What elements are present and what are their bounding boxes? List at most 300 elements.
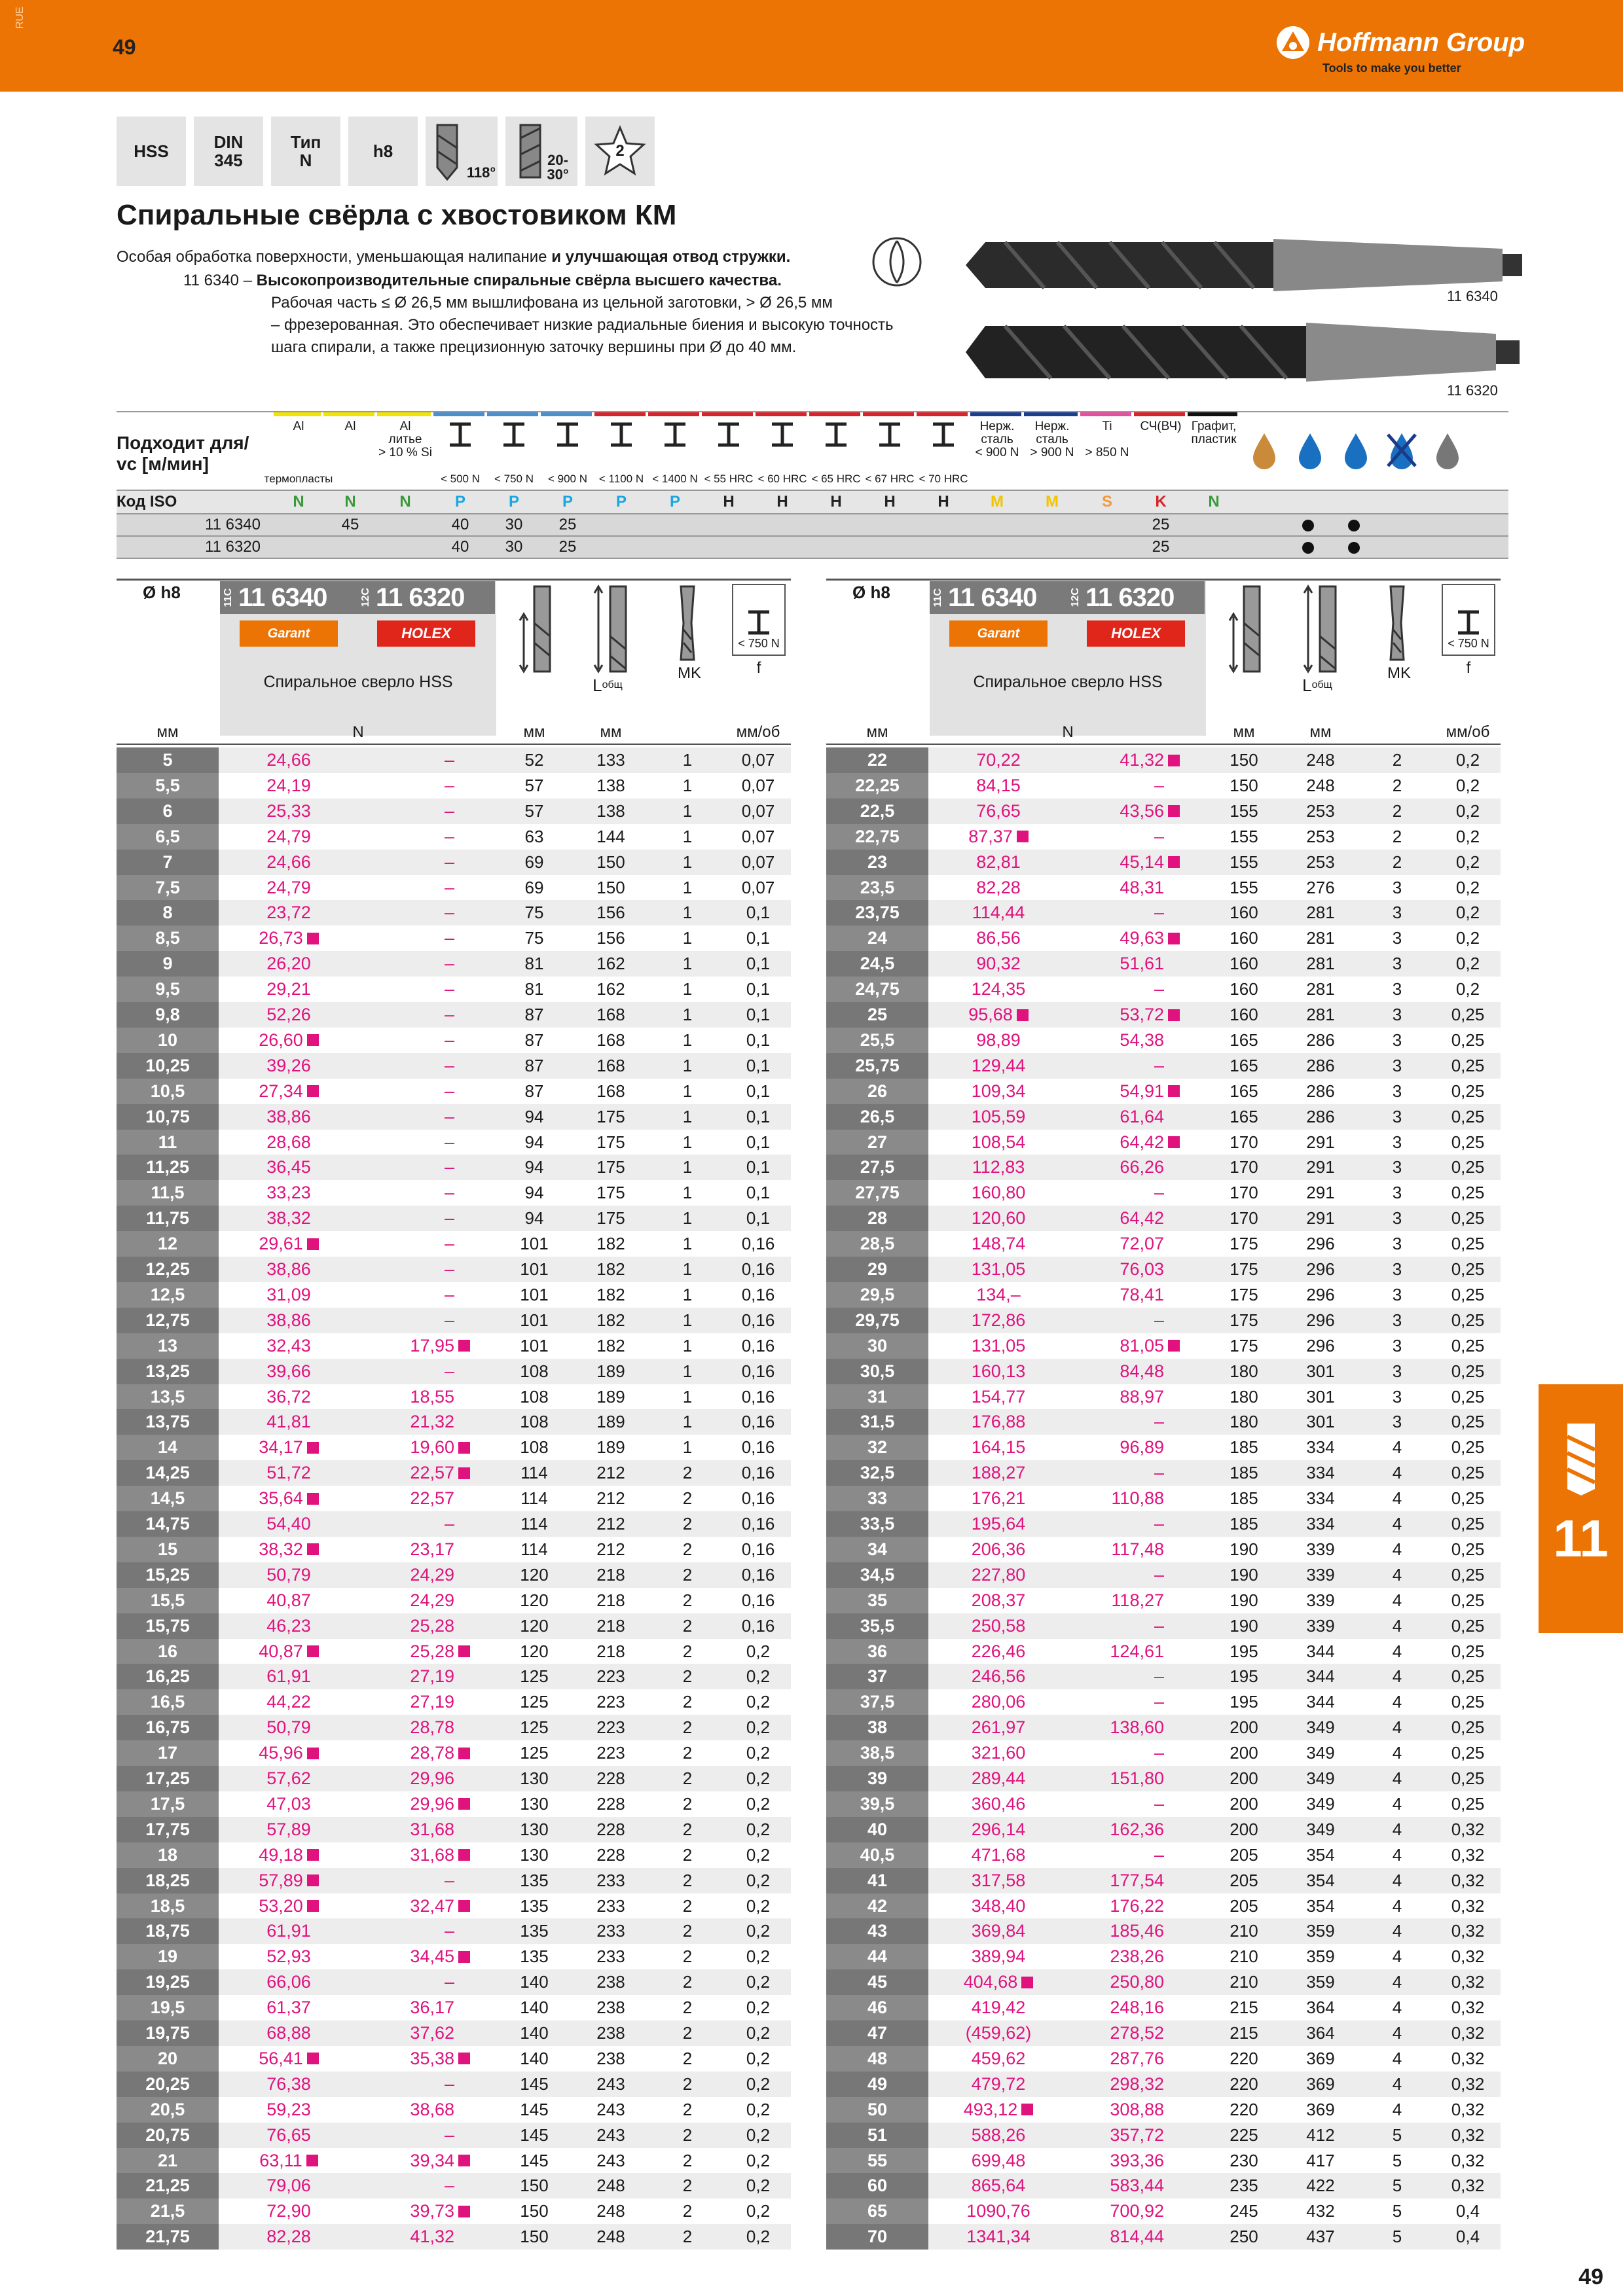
table-cell: 155 bbox=[1230, 826, 1258, 846]
table-cell: 4 bbox=[1392, 1972, 1402, 1992]
stock-marker bbox=[307, 2053, 319, 2064]
stock-marker bbox=[458, 1951, 470, 1963]
table-cell: 145 bbox=[520, 2099, 549, 2119]
table-cell: 2 bbox=[682, 2099, 693, 2119]
table-row bbox=[826, 2123, 1501, 2148]
price-value: 114,44 bbox=[972, 903, 1025, 923]
table-cell: 291 bbox=[1306, 1157, 1335, 1177]
table-cell: 281 bbox=[1306, 928, 1335, 948]
table-cell: 0,25 bbox=[1451, 1768, 1485, 1788]
cutting-speed bbox=[274, 537, 323, 558]
table-row bbox=[117, 1969, 791, 1995]
table-cell: 3 bbox=[1392, 928, 1402, 948]
table-cell: 180 bbox=[1230, 1361, 1258, 1381]
table-cell: 0,25 bbox=[1451, 1641, 1485, 1661]
table-row bbox=[826, 900, 1501, 925]
diameter-cell: 24,5 bbox=[826, 951, 928, 977]
table-cell: 175 bbox=[1230, 1259, 1258, 1279]
price-garant bbox=[930, 1995, 1067, 2020]
price-garant bbox=[220, 1562, 357, 1588]
price-holex bbox=[1068, 2148, 1206, 2174]
cutting-speed bbox=[594, 514, 648, 535]
price-value: – bbox=[1154, 1844, 1164, 1865]
price-holex bbox=[359, 900, 496, 925]
table-row bbox=[117, 875, 791, 901]
table-row bbox=[117, 1995, 791, 2020]
table-cell: 281 bbox=[1306, 903, 1335, 923]
table-cell: 291 bbox=[1306, 1183, 1335, 1203]
material-column-header bbox=[594, 420, 648, 486]
availability-dot bbox=[1348, 520, 1360, 531]
price-value: 238,26 bbox=[1110, 1946, 1164, 1967]
table-cell: 145 bbox=[520, 2150, 549, 2170]
table-row bbox=[826, 1893, 1501, 1919]
price-garant bbox=[930, 1130, 1067, 1155]
price-value: – bbox=[444, 1005, 454, 1024]
price-garant bbox=[930, 1435, 1067, 1460]
price-holex bbox=[359, 2148, 496, 2174]
material-column-header bbox=[377, 420, 433, 486]
table-row bbox=[826, 1409, 1501, 1435]
table-cell: 2 bbox=[682, 1793, 693, 1814]
table-cell: 3 bbox=[1392, 1055, 1402, 1075]
diameter-cell: 35,5 bbox=[826, 1613, 928, 1639]
table-row bbox=[117, 1842, 791, 1868]
price-value: 31,68 bbox=[410, 1819, 454, 1839]
drill-chapter-icon bbox=[1563, 1424, 1599, 1496]
price-value: – bbox=[1154, 775, 1164, 795]
table-cell: 114 bbox=[520, 1463, 548, 1483]
price-value: – bbox=[1154, 1666, 1164, 1687]
table-row bbox=[117, 1689, 791, 1715]
table-cell: 4 bbox=[1392, 1998, 1402, 2018]
table-row bbox=[826, 1689, 1501, 1715]
price-garant bbox=[220, 2097, 357, 2123]
diameter-cell: 7,5 bbox=[117, 875, 219, 901]
table-cell: 0,32 bbox=[1451, 2176, 1485, 2196]
price-garant bbox=[220, 2224, 357, 2250]
table-cell: 0,07 bbox=[741, 800, 775, 821]
table-cell: 87 bbox=[524, 1030, 544, 1050]
diameter-cell: 12 bbox=[117, 1231, 219, 1257]
price-value: 25,28 bbox=[410, 1641, 454, 1661]
table-cell: 233 bbox=[596, 1895, 625, 1916]
price-value: 61,91 bbox=[266, 1666, 311, 1687]
price-garant bbox=[220, 1791, 357, 1817]
diameter-cell: 48 bbox=[826, 2046, 928, 2072]
price-value: 46,23 bbox=[266, 1615, 311, 1636]
price-holex bbox=[1068, 773, 1206, 798]
table-cell: 4 bbox=[1392, 1819, 1402, 1839]
price-value: 23,17 bbox=[410, 1539, 454, 1559]
diameter-cell: 23 bbox=[826, 850, 928, 875]
table-cell: 0,07 bbox=[741, 852, 775, 872]
table-cell: 359 bbox=[1306, 1946, 1335, 1967]
table-cell: 114 bbox=[520, 1488, 548, 1509]
price-value: 479,72 bbox=[971, 2073, 1026, 2094]
table-row bbox=[826, 1130, 1501, 1155]
table-cell: 165 bbox=[1230, 1106, 1258, 1126]
price-holex bbox=[1068, 1766, 1206, 1791]
price-garant bbox=[220, 1995, 357, 2020]
table-cell: 220 bbox=[1230, 2048, 1258, 2068]
price-garant bbox=[930, 1257, 1067, 1282]
table-row bbox=[826, 1028, 1501, 1053]
diameter-cell: 15,25 bbox=[117, 1562, 219, 1588]
diameter-cell: 10,25 bbox=[117, 1053, 219, 1079]
price-value: – bbox=[444, 775, 454, 795]
diameter-cell: 16,75 bbox=[117, 1715, 219, 1740]
material-column-header bbox=[264, 420, 333, 486]
table-cell: 130 bbox=[520, 1768, 549, 1788]
price-value: 61,64 bbox=[1120, 1106, 1164, 1126]
price-value: 98,89 bbox=[976, 1030, 1021, 1050]
price-garant bbox=[220, 1944, 357, 1969]
diameter-cell: 29,5 bbox=[826, 1282, 928, 1308]
table-cell: 3 bbox=[1392, 1005, 1402, 1024]
diameter-cell: 22,5 bbox=[826, 798, 928, 824]
table-cell: 212 bbox=[596, 1463, 625, 1483]
price-value: 41,32 bbox=[1120, 750, 1164, 770]
table-cell: 248 bbox=[596, 2227, 625, 2247]
unit-label: мм bbox=[1309, 723, 1332, 741]
price-value: 185,46 bbox=[1110, 1921, 1164, 1941]
table-cell: 0,32 bbox=[1451, 1844, 1485, 1865]
table-cell: 210 bbox=[1230, 1972, 1258, 1992]
unit-rule bbox=[826, 744, 1501, 745]
price-value: 43,56 bbox=[1120, 800, 1164, 821]
table-cell: 0,25 bbox=[1451, 1030, 1485, 1050]
table-top-rule bbox=[826, 579, 1501, 581]
cutting-speed bbox=[917, 537, 970, 558]
table-cell: 175 bbox=[596, 1157, 625, 1177]
table-row bbox=[117, 1715, 791, 1740]
price-value: 90,32 bbox=[976, 954, 1021, 974]
table-row bbox=[826, 1435, 1501, 1460]
price-value: 226,46 bbox=[971, 1641, 1026, 1661]
price-value: 298,32 bbox=[1110, 2073, 1164, 2094]
table-cell: 218 bbox=[596, 1564, 625, 1585]
price-garant bbox=[220, 1613, 357, 1639]
table-cell: 0,25 bbox=[1451, 1208, 1485, 1229]
price-value: 26,20 bbox=[266, 954, 311, 974]
table-row bbox=[826, 1715, 1501, 1740]
table-cell: 1 bbox=[682, 750, 693, 770]
table-cell: 5 bbox=[1392, 2150, 1402, 2170]
diameter-cell: 20,75 bbox=[117, 2123, 219, 2148]
price-garant bbox=[220, 2020, 357, 2046]
diameter-cell: 24,75 bbox=[826, 977, 928, 1002]
table-cell: 0,25 bbox=[1451, 1437, 1485, 1458]
price-value: 53,20 bbox=[259, 1895, 303, 1916]
table-cell: 135 bbox=[520, 1921, 549, 1941]
table-row bbox=[826, 1969, 1501, 1995]
table-cell: 349 bbox=[1306, 1717, 1335, 1738]
table-row bbox=[826, 747, 1501, 773]
price-garant bbox=[220, 875, 357, 901]
table-cell: 0,16 bbox=[741, 1386, 775, 1407]
article-code: 11 6340 bbox=[948, 583, 1037, 612]
cutting-speed: 25 bbox=[1152, 538, 1170, 556]
brand-logo bbox=[1275, 25, 1525, 75]
steel-beam-icon bbox=[714, 420, 743, 449]
price-garant bbox=[220, 1842, 357, 1868]
diameter-cell: 26,5 bbox=[826, 1104, 928, 1130]
price-garant bbox=[930, 1231, 1067, 1257]
price-value: 583,44 bbox=[1110, 2176, 1164, 2196]
price-holex bbox=[1068, 1282, 1206, 1308]
price-holex bbox=[1068, 1995, 1206, 2020]
price-holex bbox=[1068, 951, 1206, 977]
table-row bbox=[117, 2097, 791, 2123]
table-cell: 0,25 bbox=[1451, 1743, 1485, 1763]
table-row bbox=[117, 2198, 791, 2224]
product-table bbox=[826, 579, 1501, 2247]
diameter-cell: 16,25 bbox=[117, 1664, 219, 1689]
table-cell: 101 bbox=[520, 1234, 549, 1254]
price-value: – bbox=[1154, 1692, 1164, 1712]
table-cell: 286 bbox=[1306, 1106, 1335, 1126]
table-cell: 3 bbox=[1392, 1208, 1402, 1229]
price-value: – bbox=[1154, 1564, 1164, 1585]
table-row bbox=[826, 1537, 1501, 1562]
price-holex bbox=[359, 1639, 496, 1664]
table-cell: 4 bbox=[1392, 1895, 1402, 1916]
table-cell: 0,4 bbox=[1455, 2227, 1480, 2247]
material-column-header bbox=[1024, 420, 1080, 486]
price-garant bbox=[930, 773, 1067, 798]
table-cell: 339 bbox=[1306, 1564, 1335, 1585]
price-holex bbox=[359, 1766, 496, 1791]
brand-tagline: Tools to make you better bbox=[1322, 62, 1461, 75]
price-garant bbox=[220, 1002, 357, 1028]
price-holex bbox=[1068, 1333, 1206, 1359]
table-cell: 248 bbox=[1306, 775, 1335, 795]
price-value: 459,62 bbox=[971, 2048, 1026, 2068]
price-garant bbox=[930, 1511, 1067, 1537]
stock-marker bbox=[1168, 1136, 1180, 1148]
price-holex bbox=[359, 1918, 496, 1944]
table-cell: 101 bbox=[520, 1310, 549, 1330]
stock-marker bbox=[1168, 755, 1180, 766]
table-cell: 0,25 bbox=[1451, 1284, 1485, 1304]
price-value: 52,26 bbox=[266, 1005, 311, 1024]
price-holex bbox=[359, 850, 496, 875]
table-cell: 281 bbox=[1306, 979, 1335, 999]
price-garant bbox=[220, 798, 357, 824]
table-cell: 160 bbox=[1230, 1005, 1258, 1024]
diameter-cell: 21 bbox=[117, 2148, 219, 2174]
price-value: 29,96 bbox=[410, 1793, 454, 1814]
table-cell: 296 bbox=[1306, 1284, 1335, 1304]
table-cell: 2 bbox=[682, 1641, 693, 1661]
table-cell: 2 bbox=[682, 2150, 693, 2170]
diameter-cell: 19,75 bbox=[117, 2020, 219, 2046]
cutting-speed bbox=[377, 514, 433, 535]
table-row bbox=[826, 1384, 1501, 1410]
table-cell: 3 bbox=[1392, 1030, 1402, 1050]
price-value: (459,62) bbox=[965, 2023, 1032, 2043]
price-garant bbox=[930, 2097, 1067, 2123]
table-row bbox=[826, 2173, 1501, 2198]
table-cell: 344 bbox=[1306, 1641, 1335, 1661]
table-cell: 69 bbox=[524, 852, 544, 872]
price-value: 56,41 bbox=[259, 2048, 303, 2068]
table-cell: 195 bbox=[1230, 1666, 1258, 1687]
table-cell: 0,2 bbox=[1455, 852, 1480, 872]
price-value: 296,14 bbox=[971, 1819, 1026, 1839]
stock-marker bbox=[307, 1645, 319, 1657]
price-holex bbox=[1068, 850, 1206, 875]
price-value: 151,80 bbox=[1110, 1768, 1164, 1788]
table-cell: 0,25 bbox=[1451, 1132, 1485, 1152]
table-row bbox=[117, 1588, 791, 1613]
table-cell: 0,1 bbox=[746, 979, 771, 999]
article-code: 11 6320 bbox=[376, 583, 465, 612]
table-cell: 0,25 bbox=[1451, 1514, 1485, 1534]
table-cell: 168 bbox=[596, 1030, 625, 1050]
price-holex bbox=[359, 1384, 496, 1410]
table-row bbox=[826, 1995, 1501, 2020]
diameter-cell: 18,25 bbox=[117, 1868, 219, 1893]
table-cell: 0,16 bbox=[741, 1412, 775, 1432]
price-holex bbox=[359, 1104, 496, 1130]
price-value: 38,86 bbox=[266, 1106, 311, 1126]
table-cell: 0,2 bbox=[746, 1692, 771, 1712]
price-value: 699,48 bbox=[971, 2150, 1026, 2170]
price-value: 393,36 bbox=[1110, 2150, 1164, 2170]
table-cell: 175 bbox=[596, 1183, 625, 1203]
table-cell: 133 bbox=[596, 750, 625, 770]
price-holex bbox=[1068, 1435, 1206, 1460]
diameter-cell: 11,25 bbox=[117, 1155, 219, 1180]
price-value: 35,64 bbox=[259, 1488, 303, 1509]
steel-beam-icon bbox=[500, 420, 528, 449]
table-cell: 1 bbox=[682, 826, 693, 846]
table-row bbox=[826, 1053, 1501, 1079]
table-cell: 156 bbox=[596, 903, 625, 923]
table-cell: 3 bbox=[1392, 1106, 1402, 1126]
table-cell: 296 bbox=[1306, 1259, 1335, 1279]
table-cell: 215 bbox=[1230, 2023, 1258, 2043]
price-holex bbox=[1068, 1791, 1206, 1817]
cutting-speed bbox=[1024, 514, 1080, 535]
table-row bbox=[117, 1918, 791, 1944]
table-cell: 339 bbox=[1306, 1539, 1335, 1559]
price-garant bbox=[930, 1282, 1067, 1308]
diameter-cell: 31 bbox=[826, 1384, 928, 1410]
table-row bbox=[117, 1511, 791, 1537]
price-value: – bbox=[444, 1972, 454, 1992]
table-cell: 160 bbox=[1230, 954, 1258, 974]
table-cell: 170 bbox=[1230, 1183, 1258, 1203]
table-cell: 2 bbox=[682, 1463, 693, 1483]
table-cell: 0,16 bbox=[741, 1437, 775, 1458]
price-holex bbox=[1068, 1639, 1206, 1664]
price-value: 164,15 bbox=[971, 1437, 1026, 1458]
diameter-cell: 39,5 bbox=[826, 1791, 928, 1817]
table-cell: 0,32 bbox=[1451, 2048, 1485, 2068]
price-holex bbox=[359, 1079, 496, 1104]
table-cell: 364 bbox=[1306, 2023, 1335, 2043]
price-value: – bbox=[444, 1208, 454, 1229]
price-garant bbox=[220, 1079, 357, 1104]
table-cell: 4 bbox=[1392, 2099, 1402, 2119]
table-cell: 4 bbox=[1392, 1641, 1402, 1661]
cutting-speed bbox=[809, 537, 863, 558]
material-sub-label: < 1400 N bbox=[652, 473, 698, 485]
code-prefix: 11C bbox=[223, 588, 234, 607]
chapter-tab bbox=[1539, 1384, 1623, 1633]
l-letter: L bbox=[1302, 675, 1312, 695]
type-box bbox=[271, 117, 340, 186]
table-cell: 140 bbox=[520, 2023, 549, 2043]
air-icon bbox=[1430, 431, 1465, 470]
table-cell: 108 bbox=[520, 1361, 549, 1381]
table-cell: 2 bbox=[682, 2073, 693, 2094]
table-cell: 0,1 bbox=[746, 1081, 771, 1101]
table-cell: 150 bbox=[1230, 775, 1258, 795]
material-column-header bbox=[863, 420, 917, 486]
diameter-cell: 70 bbox=[826, 2224, 928, 2250]
table-cell: 4 bbox=[1392, 1743, 1402, 1763]
table-cell: 2 bbox=[682, 1921, 693, 1941]
price-holex bbox=[359, 1257, 496, 1282]
table-cell: 75 bbox=[524, 903, 544, 923]
table-cell: 108 bbox=[520, 1412, 549, 1432]
table-cell: 114 bbox=[520, 1539, 548, 1559]
helix-box bbox=[505, 117, 577, 186]
material-top-label: Графит, пластик bbox=[1191, 420, 1237, 446]
iso-code: P bbox=[562, 493, 573, 511]
price-garant bbox=[220, 1918, 357, 1944]
stock-marker bbox=[306, 2155, 318, 2166]
price-garant bbox=[930, 1180, 1067, 1206]
price-value: – bbox=[444, 1870, 454, 1890]
price-value: – bbox=[444, 1030, 454, 1050]
price-value: 348,40 bbox=[971, 1895, 1026, 1916]
intro-line-4: – фрезерованная. Это обеспечивает низкие радиальные биения и высокую точность bbox=[271, 316, 894, 334]
steel-beam-icon bbox=[768, 420, 797, 449]
price-garant bbox=[220, 747, 357, 773]
suitability-row bbox=[117, 537, 1508, 558]
price-holex bbox=[359, 2173, 496, 2198]
diameter-cell: 21,75 bbox=[117, 2224, 219, 2250]
price-value: – bbox=[1154, 1463, 1164, 1483]
table-cell: 1 bbox=[682, 1106, 693, 1126]
table-cell: 3 bbox=[1392, 1234, 1402, 1254]
stock-marker bbox=[458, 1645, 470, 1657]
table-cell: 0,2 bbox=[746, 2227, 771, 2247]
table-cell: 0,2 bbox=[746, 1793, 771, 1814]
table-cell: 349 bbox=[1306, 1743, 1335, 1763]
price-value: 40,87 bbox=[259, 1641, 303, 1661]
table-row bbox=[826, 977, 1501, 1002]
table-cell: 150 bbox=[596, 877, 625, 897]
price-value: 68,88 bbox=[266, 2023, 311, 2043]
price-garant bbox=[220, 1384, 357, 1410]
material-top-label: Al bbox=[344, 420, 356, 433]
table-cell: 1 bbox=[682, 1030, 693, 1050]
table-cell: 0,25 bbox=[1451, 1106, 1485, 1126]
table-cell: 220 bbox=[1230, 2099, 1258, 2119]
price-value: 39,73 bbox=[410, 2201, 454, 2221]
code-header-cell bbox=[930, 581, 1206, 736]
price-value: 109,34 bbox=[971, 1081, 1026, 1101]
table-cell: 2 bbox=[682, 1539, 693, 1559]
table-cell: 0,16 bbox=[741, 1564, 775, 1585]
price-value: 21,32 bbox=[410, 1412, 454, 1432]
